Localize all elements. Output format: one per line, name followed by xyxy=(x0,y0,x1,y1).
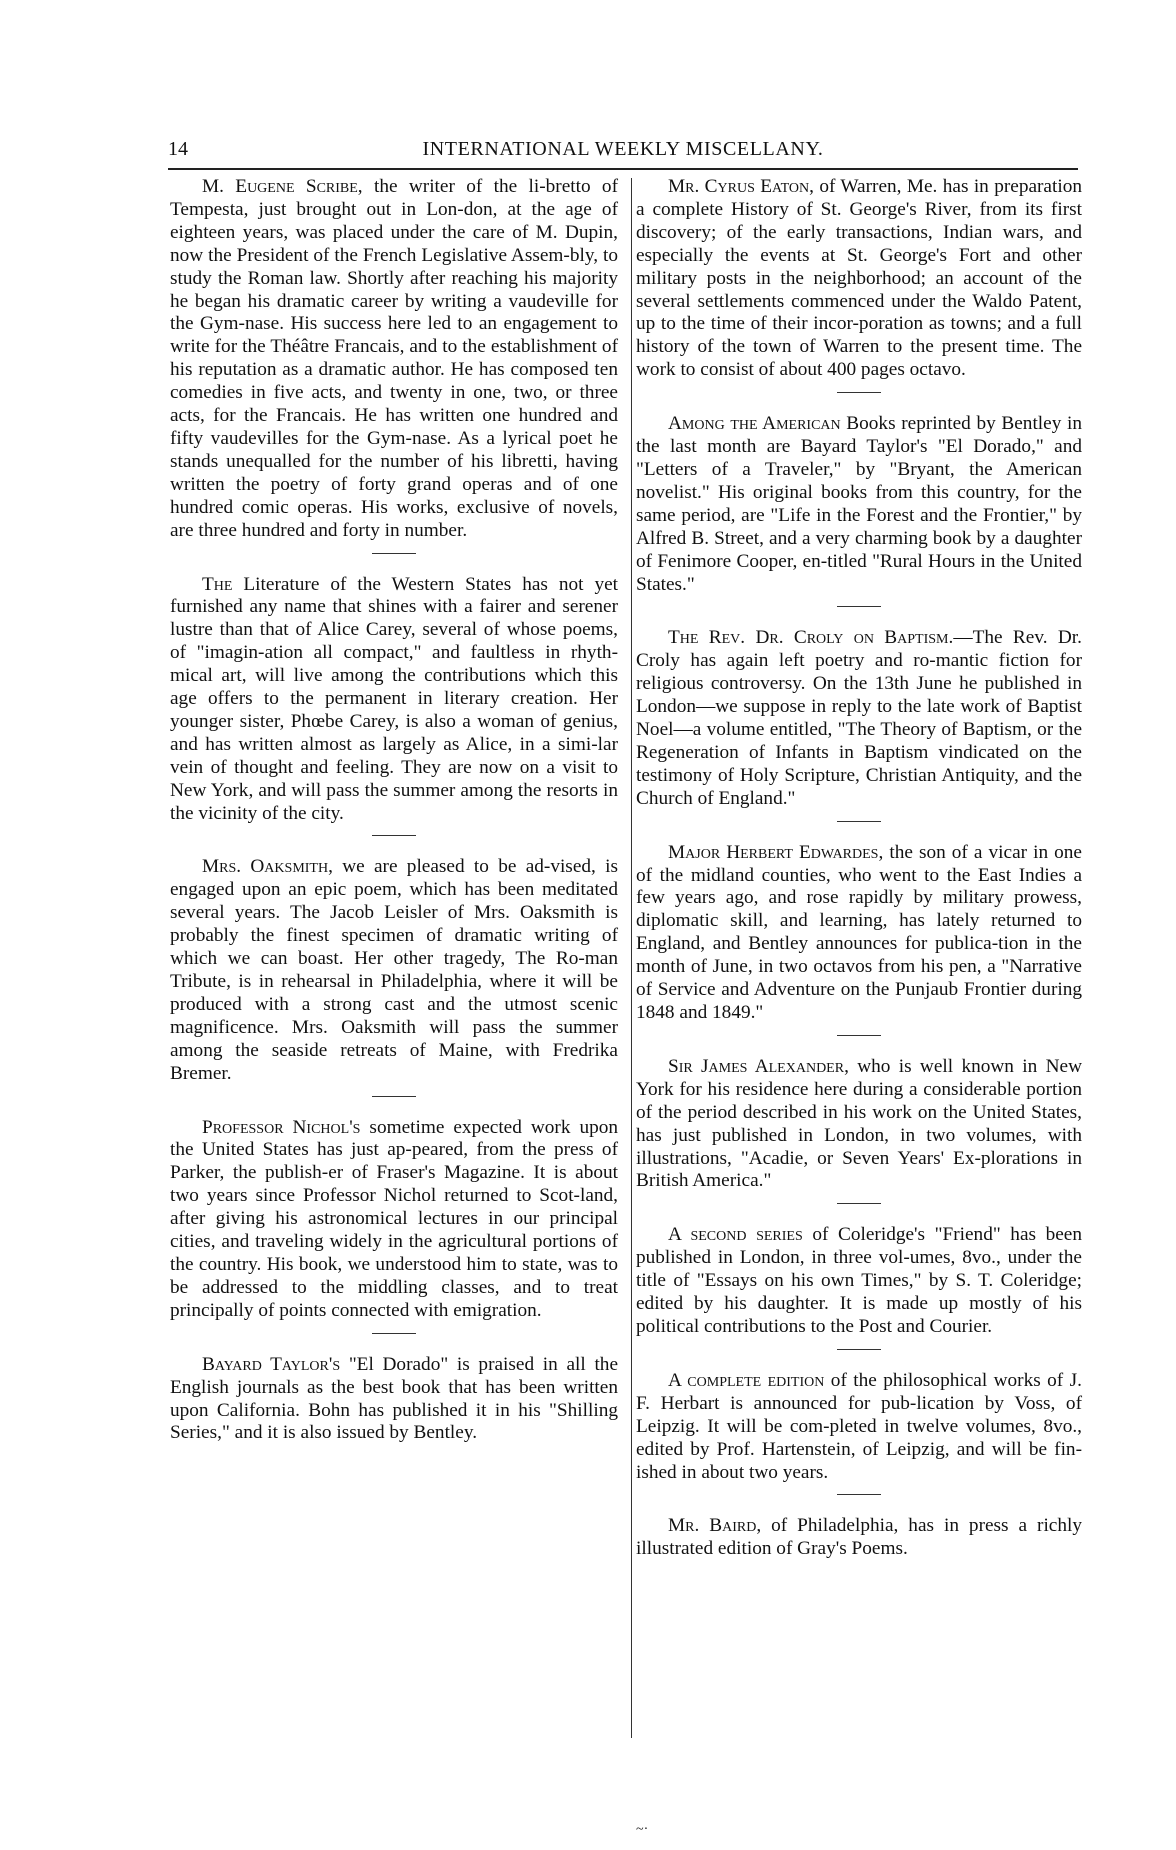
article-lead: Mr. Cyrus Eaton, xyxy=(668,176,814,197)
article-lead: A second series xyxy=(668,1224,803,1246)
article-coleridge xyxy=(636,1224,1082,1339)
article-separator xyxy=(837,1203,881,1204)
article-western-literature xyxy=(170,574,618,826)
article-lead: Mr. Baird, xyxy=(668,1515,762,1537)
article-body: —The Rev. Dr. Croly has again left poetry and ro-mantic fiction for religious controversy. On the 13th June he published in London—we suppose in reply to the late work of Baptist Noel—a volume entitled, "The Theory of Baptism, or the Regeneration of Infants in Baptism vindicated on the testimony of Holy Scripture, Christian Antiquity, and the Church of England." xyxy=(636,627,1082,809)
article-body: of Warren, Me. has in preparation a complete History of St. George's River, from its first discovery; of the early transactions, Indian wars, and especially the events at St. George's Fort and other military posts in the neighborhood; an account of the several settlements commenced under the Waldo Patent, up to the time of their incor-poration as towns; and a full history of the town of Warren to the present time. The work to consist of about 400 pages octavo. xyxy=(636,176,1082,381)
article-herbart xyxy=(636,1370,1082,1485)
article-separator xyxy=(372,553,416,554)
page-header xyxy=(168,134,1078,170)
article-body: of Coleridge's "Friend" has been published in London, in three vol-umes, 8vo., under the title of "Essays on his own Times," by S. T. Coleridge; edited by his daughter. It is made up mostly of his political contributions to the Post and Courier. xyxy=(636,1224,1082,1337)
article-body: of the philosophical works of J. F. Herbart is announced for pub-lication by Voss, of Leipzig. It will be com-pleted in twelve volumes, 8vo., edited by Prof. Hartenstein, of Leipzig, and will be fin-ished in about two years. xyxy=(636,1369,1082,1483)
article-separator xyxy=(837,1494,881,1495)
article-separator xyxy=(837,392,881,393)
article-body: "El Dorado" is praised in all the English journals as the best book that has been written upon California. Bohn has published it in his "Shilling Series," and it is also issued by Bentley. xyxy=(170,1353,619,1444)
running-title: INTERNATIONAL WEEKLY MISCELLANY. xyxy=(422,138,824,160)
article-nichol xyxy=(170,1117,618,1323)
article-edwardes xyxy=(636,842,1082,1025)
article-baird xyxy=(636,1515,1082,1561)
article-separator xyxy=(372,835,416,836)
article-scribe xyxy=(170,176,618,543)
page-number: 14 xyxy=(168,138,188,160)
article-alexander xyxy=(636,1056,1082,1193)
article-body: Literature of the Western States has not yet furnished any name that shines with a fairer and serener lustre than that of Alice Carey, several of whose poems, of "imagin-ation all compact," and faultless in rhyth-mical art, will live among the contributions which this age offers to the permanent in literary creation. Her younger sister, Phœbe Carey, is also a woman of genius, and has written almost as largely as Alice, in a simi-lar vein of thought and feeling. They are now on a visit to New York, and will pass the summer among the resorts in the vicinity of the city. xyxy=(170,573,618,824)
article-bayard-taylor xyxy=(170,1354,618,1446)
article-croly xyxy=(636,627,1082,810)
column-divider xyxy=(631,178,632,1738)
article-lead: Sir James Alexander, xyxy=(668,1055,849,1077)
article-lead: Professor Nichol's xyxy=(202,1116,361,1138)
article-body: we are pleased to be ad-vised, is engaged upon an epic poem, which has been meditated several years. The Jacob Leisler of Mrs. Oaksmith is probably the finest specimen of dramatic writing of which we can boast. Her other tragedy, The Ro-man Tribute, is in rehearsal in Philadelphia, where it will be produced with a strong cast and the utmost scenic magnificence. Mrs. Oaksmith will pass the summer among the seaside retreats of Maine, with Fredrika Bremer. xyxy=(170,856,618,1084)
article-separator xyxy=(372,1096,416,1097)
article-body: sometime expected work upon the United States has just ap-peared, from the press of Parker, the publish-er of Fraser's Magazine. It is about two years since Professor Nichol returned to Scot-land, after giving his astronomical lectures in our principal cities, and traveling widely in the agricultural portions of the country. His book, we understood him to state, was to be addressed to the middling classes, and to treat principally of points connected with emigration. xyxy=(170,1116,619,1321)
article-lead: The Rev. Dr. Croly on Baptism. xyxy=(668,627,954,649)
article-lead: The xyxy=(202,573,233,595)
article-lead: M. Eugene Scribe, xyxy=(202,176,363,197)
article-body: Books reprinted by Bentley in the last month are Bayard Taylor's "El Dorado," and "Letters of a Traveler," by "Bryant, the American novelist." His original books from this country, for the same period, are "Life in the Forest and the Frontier," by Alfred B. Street, and a very charming book by a daughter of Fenimore Cooper, en-titled "Rural Hours in the United States." xyxy=(636,413,1083,595)
footer-mark: ~· xyxy=(636,1822,649,1837)
article-separator xyxy=(837,1349,881,1350)
article-separator xyxy=(837,606,881,607)
article-lead: A complete edition xyxy=(668,1369,825,1391)
article-body: the writer of the li-bretto of Tempesta, just brought out in Lon-don, at the age of eighteen years, was placed under the care of M. Dupin, now the President of the French Legislative Assem-bly, to study the Roman law. Shortly after reaching his majority he began his dramatic career by writing a vaudeville for the Gym-nase. His success here led to an engagement to write for the Théâtre Francais, and to the establishment of his reputation as a dramatic author. He has composed ten comedies in five acts, and twenty in one, two, or three acts, for the Francais. He has written one hundred and fifty vaudevilles for the Gym-nase. As a lyrical poet he stands unequalled for the number of his libretti, having written the poetry of forty grand operas and of one hundred comic operas. His works, exclusive of novels, are three hundred and forty in number. xyxy=(170,176,618,541)
article-separator xyxy=(837,1035,881,1036)
article-body: the son of a vicar in one of the midland counties, who went to the East Indies a few years ago, and rose rapidly by military prowess, diplomatic skill, and learning, has lately returned to England, and Bentley announces for publica-tion in the month of June, in two octavos from his pen, a "Narrative of Service and Adventure on the Punjaub Frontier during 1848 and 1849." xyxy=(636,841,1082,1023)
article-lead: Among the American xyxy=(668,413,841,435)
article-american-books xyxy=(636,413,1082,596)
article-lead: Mrs. Oaksmith, xyxy=(202,856,333,878)
article-lead: Bayard Taylor's xyxy=(202,1353,341,1375)
right-column xyxy=(636,176,1082,1561)
article-separator xyxy=(372,1333,416,1334)
article-body: who is well known in New York for his residence here during a considerable portion of the period described in his work on the United States, has just published in London, in two volumes, with illustrations, "Acadie, or Seven Years' Ex-plorations in British America." xyxy=(636,1055,1082,1192)
left-column xyxy=(170,176,618,1445)
article-eaton xyxy=(636,176,1082,382)
article-lead: Major Herbert Edwardes, xyxy=(668,841,884,863)
article-body: of Philadelphia, has in press a richly illustrated edition of Gray's Poems. xyxy=(636,1515,1082,1560)
article-separator xyxy=(837,821,881,822)
article-oaksmith xyxy=(170,856,618,1085)
